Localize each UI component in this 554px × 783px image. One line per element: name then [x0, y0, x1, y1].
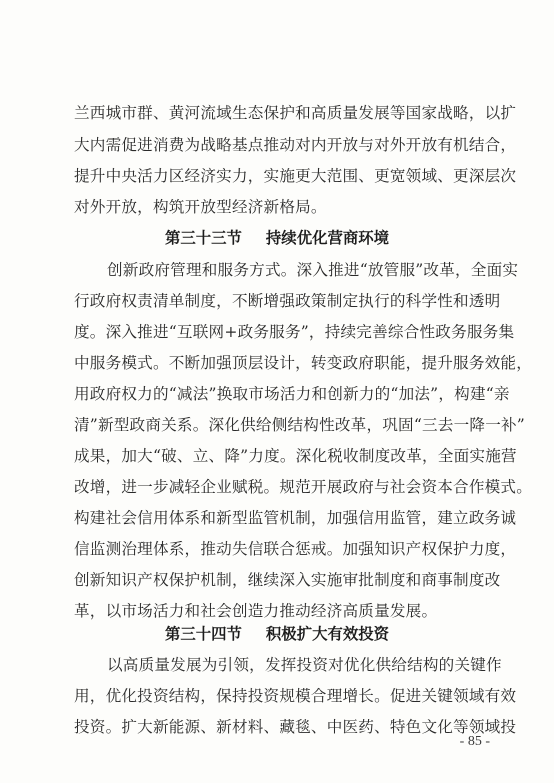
- page-number: - 85 -: [459, 734, 490, 749]
- body-text-line: 兰西城市群、黄河流域生态保护和高质量发展等国家战略，以扩: [74, 104, 517, 122]
- body-text-line: 创新政府管理和服务方式。深入推进“放管服”改革，全面实: [107, 261, 519, 279]
- body-text-line: 中服务模式。不断加强顶层设计，转变政府职能，提升服务效能，: [74, 354, 533, 372]
- section-number: 第三十三节: [164, 229, 242, 247]
- section-heading-33: [0, 228, 554, 248]
- body-text-line: 提升中央活力区经济实力，实施更大范围、更宽领域、更深层次: [74, 167, 517, 185]
- body-text-line: 信监测治理体系，推动失信联合惩戒。加强知识产权保护力度，: [74, 540, 517, 558]
- body-text-line: 用政府权力的“减法”换取市场活力和创新力的“加法”，构建“亲: [74, 385, 510, 403]
- body-text-line: 用，优化投资结构，保持投资规模合理增长。促进关键领域有效: [74, 687, 517, 705]
- body-text-line: 度。深入推进“互联网+政务服务”，持续完善综合性政务服务集: [74, 323, 515, 341]
- section-title: 持续优化营商环境: [265, 229, 390, 247]
- section-heading-34: [0, 624, 554, 644]
- section-number: 第三十四节: [164, 625, 242, 643]
- body-text-line: 创新知识产权保护机制，继续深入实施审批制度和商事制度改: [74, 571, 501, 589]
- body-text-line: 以高质量发展为引领，发挥投资对优化供给结构的关键作: [107, 656, 502, 674]
- section-title: 积极扩大有效投资: [265, 625, 390, 643]
- body-text-line: 大内需促进消费为战略基点推动对内开放与对外开放有机结合，: [74, 136, 517, 154]
- body-text-line: 革，以市场活力和社会创造力推动经济高质量发展。: [74, 602, 438, 620]
- body-text-line: 成果，加大“破、立、降”力度。深化税收制度改革，全面实施营: [74, 447, 517, 465]
- body-text-line: 投资。扩大新能源、新材料、藏毯、中医药、特色文化等领域投: [74, 718, 517, 736]
- body-text-line: 构建社会信用体系和新型监管机制，加强信用监管，建立政务诚: [74, 509, 517, 527]
- body-text-line: 清”新型政商关系。深化供给侧结构性改革，巩固“三去一降一补”: [74, 416, 525, 434]
- body-text-line: 对外开放，构筑开放型经济新格局。: [74, 198, 327, 216]
- body-text-line: 改增，进一步减轻企业赋税。规范开展政府与社会资本合作模式。: [74, 478, 533, 496]
- body-text-line: 行政府权责清单制度，不断增强政策制定执行的科学性和透明: [74, 292, 501, 310]
